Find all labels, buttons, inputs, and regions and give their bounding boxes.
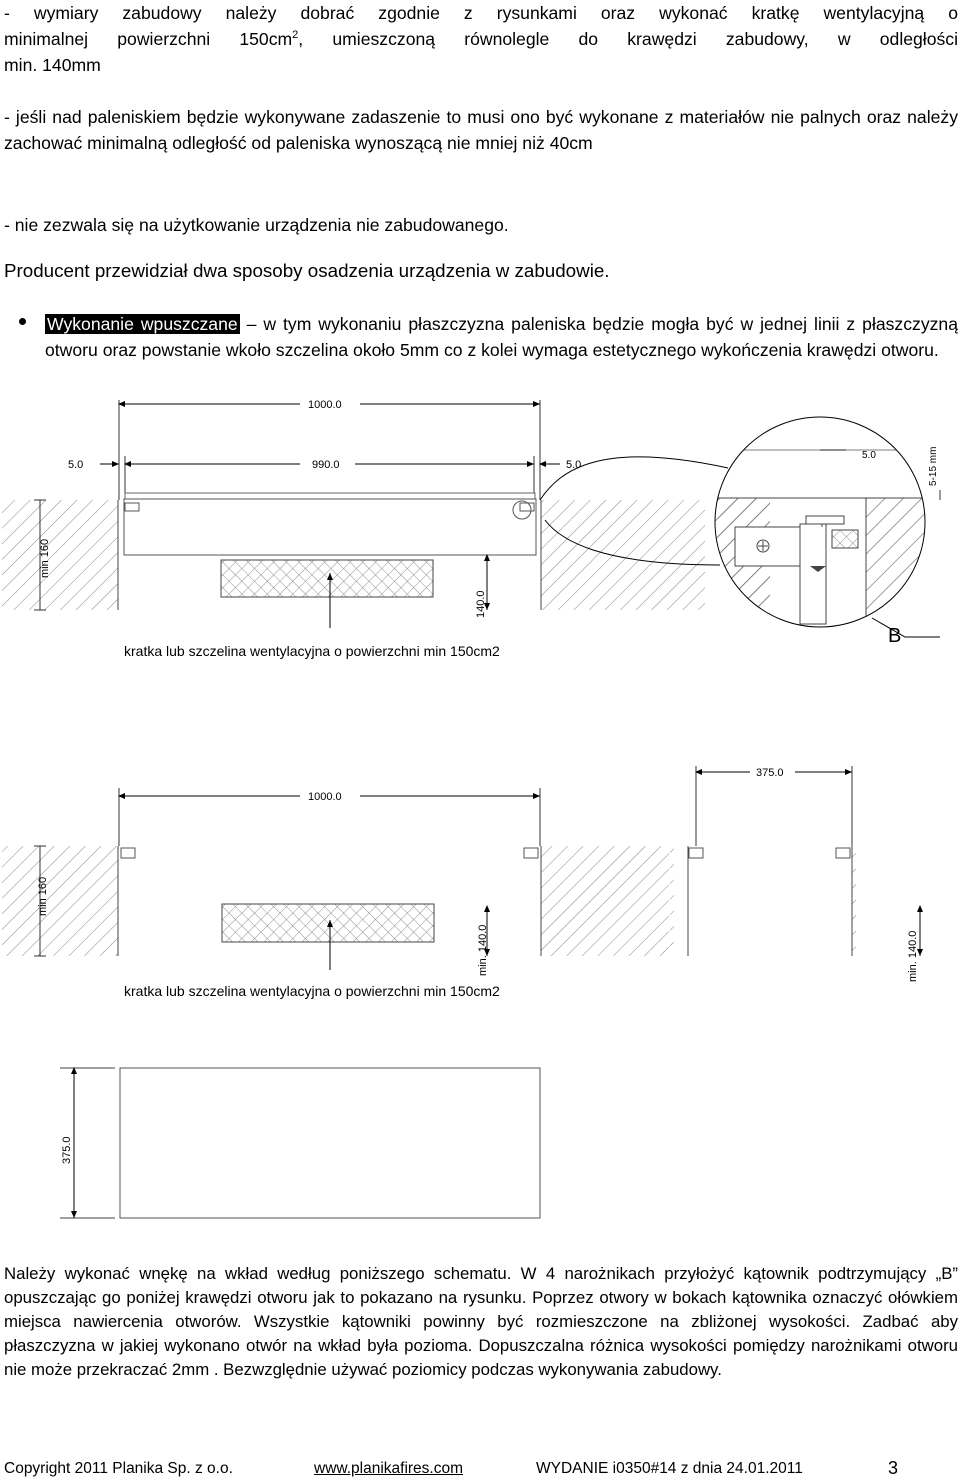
fireplace-insert	[124, 499, 536, 555]
detail-letter-b: B	[888, 625, 902, 647]
detail-range-5-15: 5-15 mm	[928, 446, 939, 486]
instructions-text: Należy wykonać wnękę na wkład według poniższego schematu. W 4 narożnikach przyłożyć kątownik podtrzymujący „B” opuszczając go poniżej krawędzi otworu jak to pokazano na rysunku. Poprzez otwory w bokach kątownika oznaczyć ołówkiem miejsca nawiercenia otworów. Wszystkie kątowniki powinny być rozmieszczone na zbliżonej wysokości. Zadbać aby płaszczyzna w jakiej wykonano otwór na wkład była pozioma. Dopuszczalna różnica wysokości pomiędzy narożnikami otworu nie może przekraczać 2mm . Bezwzględnie używać poziomicy podczas wykonywania zabudowy.	[4, 1264, 958, 1379]
vent-grille	[221, 560, 433, 597]
dim-990: 990.0	[312, 459, 340, 471]
intro-paragraph-1	[4, 0, 958, 78]
dim-depth-right: min. 140.0	[907, 930, 919, 982]
intro-line-2b: , umieszczoną równolegle do krawędzi zabudowy, w odległości	[298, 29, 958, 49]
superscript-2: 2	[292, 29, 299, 42]
dim-375: 375.0	[756, 767, 784, 779]
footer-url-link[interactable]: www.planikafires.com	[314, 1460, 464, 1477]
detail-gap-5: 5.0	[862, 450, 876, 461]
wall-left	[2, 500, 118, 610]
vent-grille-2	[222, 904, 434, 942]
wall-right	[541, 500, 705, 610]
dim-min-160: min 160	[39, 538, 51, 578]
dim-depth-left: min. 140.0	[477, 924, 489, 976]
bullet-dot	[19, 318, 26, 325]
intro-line-3: min. 140mm	[4, 55, 101, 75]
figure-flush-installation	[0, 390, 960, 670]
instructions-paragraph	[4, 1262, 958, 1382]
bullet-text: – w tym wykonaniu płaszczyzna paleniska będzie mogła być w jednej linii z płaszczyzną otworu oraz powstanie wkoło szczelina około 5mm co z kolei wymaga estetycznego wykończenia krawędzi otworu.	[45, 314, 958, 360]
dim-right-5: 5.0	[566, 459, 582, 471]
intro-paragraph-4: Producent przewidział dwa sposoby osadzenia urządzenia w zabudowie.	[4, 260, 610, 281]
intro-paragraph-2	[4, 104, 958, 156]
intro-line-2a: minimalnej powierzchni 150cm	[4, 29, 293, 49]
dim-depth-140: 140.0	[475, 590, 487, 618]
footer-page-number: 3	[888, 1458, 899, 1478]
dim-left-5: 5.0	[68, 459, 84, 471]
top-view-outline	[120, 1068, 540, 1218]
detail-circle-b	[700, 410, 960, 640]
dim-1000-b: 1000.0	[308, 791, 342, 803]
vent-label-2: kratka lub szczelina wentylacyjna o powierzchni min 150cm2	[124, 983, 500, 999]
intro-p2-text: - jeśli nad paleniskiem będzie wykonywane zadaszenie to musi ono być wykonane z materiałów nie palnych oraz należy zachować minimalną odległość od paleniska wynoszącą nie mniej niż 40cm	[4, 107, 958, 153]
wall-middle-2	[541, 846, 669, 956]
dim-min-160-b: min 160	[37, 876, 49, 916]
dim-1000: 1000.0	[308, 399, 342, 411]
bullet-highlight: Wykonanie wpuszczane	[47, 314, 238, 334]
dim-375-b: 375.0	[61, 1136, 73, 1164]
figure-flush-niche	[0, 760, 960, 1010]
footer	[4, 1458, 958, 1482]
figure-top-view	[0, 1050, 960, 1220]
footer-copyright: Copyright 2011 Planika Sp. z o.o.	[4, 1460, 233, 1477]
intro-line-1: - wymiary zabudowy należy dobrać zgodnie z rysunkami oraz wykonać kratkę wentylacyjną o	[4, 3, 958, 23]
bullet-paragraph	[45, 311, 958, 363]
wall-left-2	[2, 846, 118, 956]
intro-line-2	[4, 26, 958, 52]
footer-edition: WYDANIE i0350#14 z dnia 24.01.2011	[536, 1460, 803, 1477]
intro-paragraph-3: - nie zezwala się na użytkowanie urządzenia nie zabudowanego.	[4, 215, 509, 235]
vent-label: kratka lub szczelina wentylacyjna o powierzchni min 150cm2	[124, 643, 500, 659]
